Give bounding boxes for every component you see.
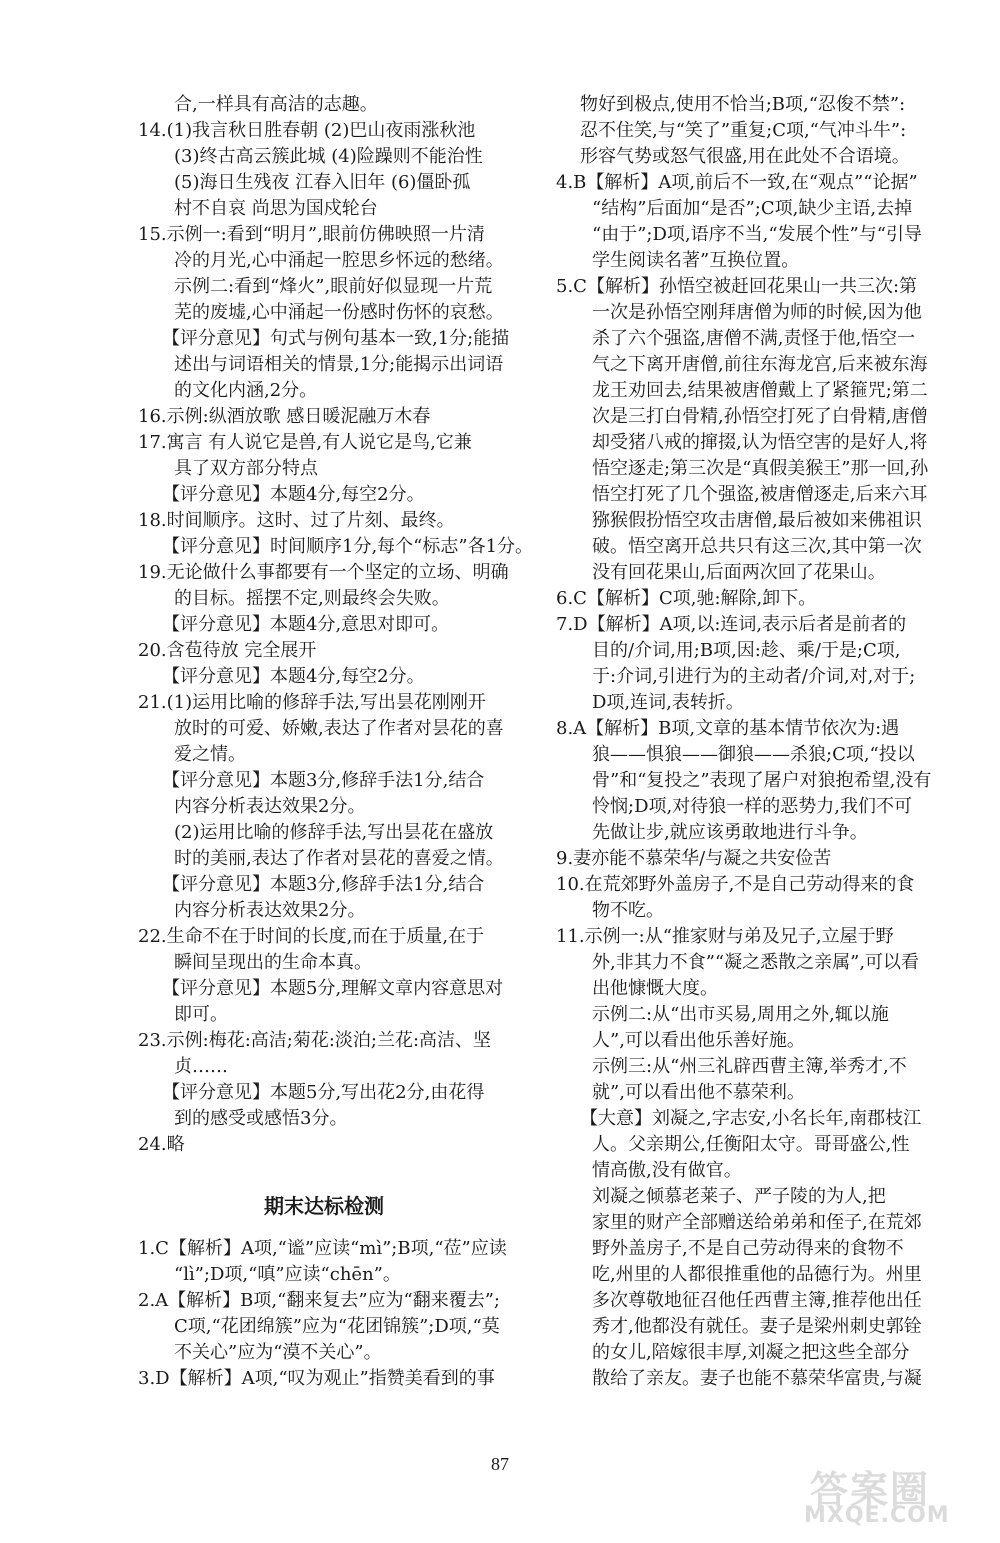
text-line: 到的感受或感悟3分。 <box>174 1108 348 1129</box>
text-line: 的目标。摇摆不定,则最终会失败。 <box>174 588 450 609</box>
left-bottom-block <box>138 1236 510 1392</box>
text-line: 述出与词语相关的情景,1分;能揭示出词语 <box>174 354 504 375</box>
left-column <box>138 92 534 1392</box>
text-line: 【大意】刘凝之,字志安,小名长年,南郡枝江 <box>580 1108 922 1129</box>
text-line: 先做让步,就应该勇敢地进行斗争。 <box>592 822 868 843</box>
text-line: 悟空逐走;第三次是“真假美猴王”那一回,孙 <box>592 458 929 479</box>
text-line: 狼——惧狼——御狼——杀狼;C项,“投以 <box>592 744 915 765</box>
text-line: 家里的财产全部赠送给弟弟和侄子,在荒郊 <box>592 1212 922 1233</box>
text-line: 情高傲,没有做官。 <box>592 1160 742 1181</box>
text-line: 16.示例:纵酒放歌 感日暖泥融万木春 <box>138 406 431 427</box>
text-line: 外,非其力不食”“凝之悉散之亲属”,可以看 <box>592 952 920 973</box>
text-line: 秀才,他都没有就任。妻子是梁州刺史郭铨 <box>592 1316 922 1337</box>
text-line: 野外盖房子,不是自己劳动得来的食物不 <box>592 1238 904 1259</box>
text-line: 11.示例一:从“推家财与弟及兄子,立屋于野 <box>556 926 894 947</box>
text-line: (2)运用比喻的修辞手法,写出昙花在盛放 <box>174 822 494 843</box>
text-line: 【评分意见】本题5分,理解文章内容意思对 <box>162 978 504 999</box>
text-line: 9.妻亦能不慕荣华/与凝之共安俭苦 <box>556 848 832 869</box>
text-line: 不关心”应为“漠不关心”。 <box>174 1342 382 1363</box>
text-line: 放时的可爱、娇嫩,表达了作者对昙花的喜 <box>174 718 504 739</box>
text-line: 于:介词,引进行为的主动者/介词,对,对于; <box>592 666 916 687</box>
text-line: 21.(1)运用比喻的修辞手法,写出昙花刚刚开 <box>138 692 486 713</box>
text-line: 17.寓言 有人说它是兽,有人说它是鸟,它兼 <box>138 432 472 453</box>
text-line: 气之下离开唐僧,前往东海龙宫,后来被东海 <box>592 354 928 375</box>
text-line: 物好到极点,使用不恰当;B项,“忍俊不禁”: <box>580 94 906 115</box>
text-line: 村不自哀 尚思为国戍轮台 <box>174 198 378 219</box>
left-top-block <box>138 92 534 1158</box>
text-line: 示例二:看到“烽火”,眼前好似显现一片荒 <box>174 276 493 297</box>
text-line: 示例二:从“出市买易,周用之外,辄以施 <box>592 1004 889 1025</box>
text-line: 却受猪八戒的撺掇,认为悟空害的是好人,将 <box>592 432 928 453</box>
text-line: 内容分析表达效果2分。 <box>174 796 366 817</box>
text-line: D项,连词,表转折。 <box>592 692 744 713</box>
text-line: 19.无论做什么事都要有一个坚定的立场、明确 <box>138 562 509 583</box>
text-line: 散给了亲友。妻子也能不慕荣华富贵,与凝 <box>592 1368 922 1389</box>
text-line: 示例三:从“州三礼辟西曹主簿,举秀才,不 <box>592 1056 907 1077</box>
text-line: 8.A【解析】B项,文章的基本情节依次为:遇 <box>556 718 900 739</box>
text-line: 学生阅读名著”互换位置。 <box>592 250 800 271</box>
section-title: 期末达标检测 <box>264 1194 384 1218</box>
text-line: 【评分意见】本题3分,修辞手法1分,结合 <box>162 874 485 895</box>
text-line: 18.时间顺序。这时、过了片刻、最终。 <box>138 510 455 531</box>
text-line: 猕猴假扮悟空攻击唐僧,最后被如来佛祖识 <box>592 510 922 531</box>
text-line: 2.A【解析】B项,“翻来复去”应为“翻来覆去”; <box>138 1290 500 1311</box>
text-line: 忍不住笑,与“笑了”重复;C项,“气冲斗牛”: <box>580 120 907 141</box>
text-line: (3)终古高云簇此城 (4)险躁则不能治性 <box>174 146 483 167</box>
text-line: 破。悟空离开总共只有这三次,其中第一次 <box>592 536 922 557</box>
text-line: 【评分意见】本题4分,每空2分。 <box>162 666 425 687</box>
text-line: 冷的月光,心中涌起一腔思乡怀远的愁绪。 <box>174 250 504 271</box>
text-line: 贞…… <box>174 1056 228 1077</box>
text-line: 合,一样具有高洁的志趣。 <box>174 94 378 115</box>
text-line: (5)海日生残夜 江春入旧年 (6)僵卧孤 <box>174 172 471 193</box>
text-line: 人”,可以看出他乐善好施。 <box>592 1030 805 1051</box>
text-line: 目的/介词,用;B项,因:趁、乘/于是;C项, <box>592 640 901 661</box>
page-number: 87 <box>491 1454 509 1474</box>
text-line: 瞬间呈现出的生命本真。 <box>174 952 372 973</box>
text-line: 物不吃。 <box>592 900 664 921</box>
text-line: 一次是孙悟空刚拜唐僧为师的时候,因为他 <box>592 302 922 323</box>
text-line: 6.C【解析】C项,驰:解除,卸下。 <box>556 588 817 609</box>
text-line: 【评分意见】时间顺序1分,每个“标志”各1分。 <box>162 536 534 557</box>
text-line: 【评分意见】句式与例句基本一致,1分;能描 <box>162 328 510 349</box>
text-line: 没有回花果山,后面两次回了花果山。 <box>592 562 886 583</box>
text-line: 具了双方部分特点 <box>174 458 318 479</box>
text-line: 10.在荒郊野外盖房子,不是自己劳动得来的食 <box>556 874 915 895</box>
text-line: 吃,州里的人都很推重他的品德行为。州里 <box>592 1264 922 1285</box>
text-line: “lì”;D项,“嗔”应读“chēn”。 <box>174 1264 401 1285</box>
text-line: 龙王劝回去,结果被唐僧戴上了紧箍咒;第二 <box>592 380 928 401</box>
text-line: 爱之情。 <box>174 744 246 765</box>
text-line: 次是三打白骨精,孙悟空打死了白骨精,唐僧 <box>592 406 928 427</box>
text-line: 22.生命不在于时间的长度,而在于质量,在于 <box>138 926 485 947</box>
text-line: 悟空打死了几个强盗,被唐僧逐走,后来六耳 <box>592 484 928 505</box>
text-line: 5.C【解析】孙悟空被赶回花果山一共三次:第 <box>556 276 918 297</box>
text-line: 4.B【解析】A项,前后不一致,在“观点”“论据” <box>556 172 918 193</box>
text-line: 【评分意见】本题4分,意思对即可。 <box>162 614 450 635</box>
text-line: 芜的废墟,心中涌起一份感时伤怀的哀愁。 <box>174 302 504 323</box>
text-line: C项,“花团绵簇”应为“花团锦簇”;D项,“莫 <box>174 1316 500 1337</box>
text-line: 杀了六个强盗,唐僧不满,责怪于他,悟空一 <box>592 328 916 349</box>
text-line: 14.(1)我言秋日胜春朝 (2)巴山夜雨涨秋池 <box>138 120 476 141</box>
text-line: 24.略 <box>138 1134 185 1155</box>
text-line: 时的美丽,表达了作者对昙花的喜爱之情。 <box>174 848 504 869</box>
text-line: 的女儿,陪嫁很丰厚,刘凝之把这些全部分 <box>592 1342 910 1363</box>
text-line: 【评分意见】本题3分,修辞手法1分,结合 <box>162 770 485 791</box>
text-line: “由于”;D项,语序不当,“发展个性”与“引导 <box>592 224 922 245</box>
text-line: 的文化内涵,2分。 <box>174 380 318 401</box>
text-line: 1.C【解析】A项,“谧”应读“mì”;B项,“莅”应读 <box>138 1238 507 1259</box>
watermark-line2: MXQE.COM <box>804 1503 950 1528</box>
text-line: 3.D【解析】A项,“叹为观止”指赞美看到的事 <box>138 1368 495 1389</box>
watermark-logo <box>800 1459 980 1529</box>
text-line: “结构”后面加“是否”;C项,缺少主语,去掉 <box>592 198 913 219</box>
text-line: 人。父亲期公,任衡阳太守。哥哥盛公,性 <box>592 1134 910 1155</box>
text-line: 出他慷慨大度。 <box>592 978 718 999</box>
text-line: 多次尊敬地征召他任西曹主簿,推荐他出任 <box>592 1290 922 1311</box>
right-column <box>556 92 932 1392</box>
text-line: 20.含苞待放 完全展开 <box>138 640 317 661</box>
text-line: 形容气势或怒气很盛,用在此处不合语境。 <box>580 146 910 167</box>
text-line: 即可。 <box>174 1004 228 1025</box>
text-line: 内容分析表达效果2分。 <box>174 900 366 921</box>
text-line: 15.示例一:看到“明月”,眼前仿佛映照一片清 <box>138 224 485 245</box>
text-line: 刘凝之倾慕老莱子、严子陵的为人,把 <box>592 1186 886 1207</box>
watermark-line1: 答案圈 <box>810 1468 931 1512</box>
text-line: 怜悯;D项,对待狼一样的恶势力,我们不可 <box>592 796 912 817</box>
text-line: 就”,可以看出他不慕荣利。 <box>592 1082 805 1103</box>
text-line: 【评分意见】本题5分,写出花2分,由花得 <box>162 1082 485 1103</box>
text-line: 23.示例:梅花:高洁;菊花:淡泊;兰花:高洁、坚 <box>138 1030 492 1051</box>
text-line: 【评分意见】本题4分,每空2分。 <box>162 484 425 505</box>
text-line: 骨”和“复投之”表现了屠户对狼抱希望,没有 <box>592 770 932 791</box>
text-line: 7.D【解析】A项,以:连词,表示后者是前者的 <box>556 614 907 635</box>
